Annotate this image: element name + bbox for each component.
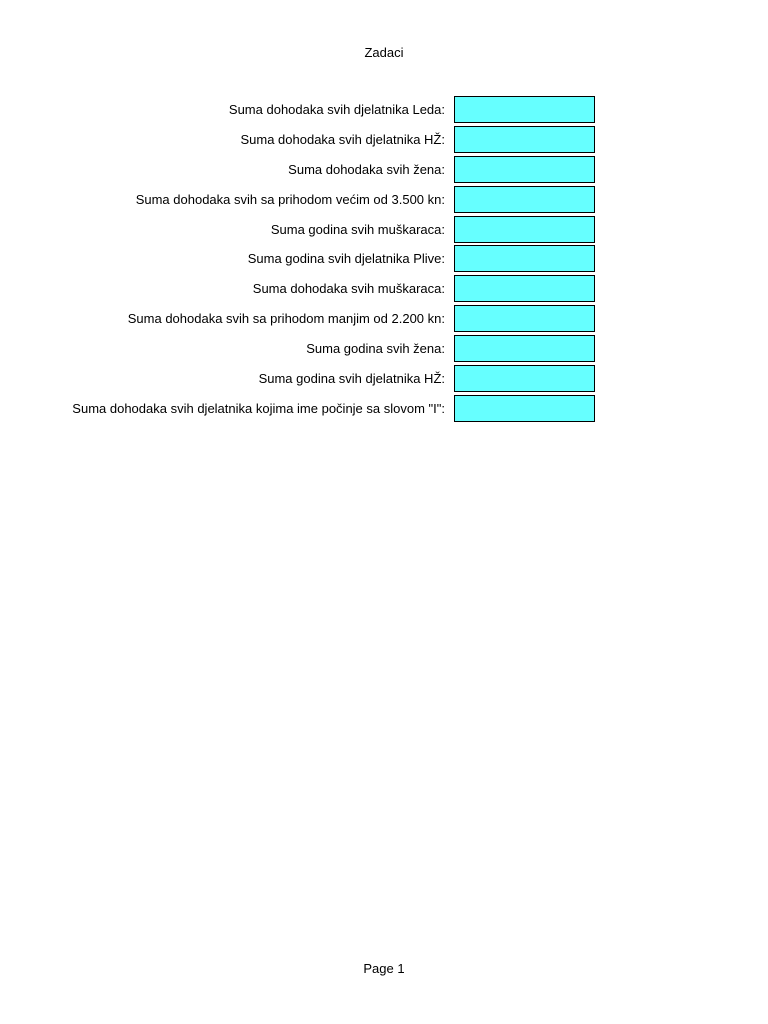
answer-cell[interactable] bbox=[454, 275, 595, 302]
answer-cell[interactable] bbox=[454, 245, 595, 272]
task-label: Suma dohodaka svih djelatnika Leda: bbox=[228, 102, 445, 117]
task-label: Suma godina svih djelatnika HŽ: bbox=[258, 371, 445, 387]
task-label: Suma dohodaka svih sa prihodom većim od 3.500 kn: bbox=[135, 191, 445, 207]
task-row bbox=[0, 216, 768, 246]
answer-cell[interactable] bbox=[454, 395, 595, 422]
task-row bbox=[0, 395, 768, 425]
answer-cell[interactable] bbox=[454, 365, 595, 392]
answer-cell[interactable] bbox=[454, 156, 595, 183]
task-row bbox=[0, 365, 768, 395]
task-list bbox=[0, 96, 768, 425]
task-row bbox=[0, 305, 768, 335]
task-row bbox=[0, 335, 768, 365]
task-label: Suma dohodaka svih djelatnika HŽ: bbox=[240, 131, 445, 147]
task-label: Suma dohodaka svih djelatnika kojima ime počinje sa slovom "I": bbox=[72, 400, 445, 416]
task-label: Suma godina svih djelatnika Plive: bbox=[247, 251, 445, 267]
task-row bbox=[0, 156, 768, 186]
task-row bbox=[0, 245, 768, 275]
task-label: Suma dohodaka svih žena: bbox=[288, 161, 445, 177]
task-row bbox=[0, 96, 768, 126]
page-title: Zadaci bbox=[364, 45, 404, 60]
answer-cell[interactable] bbox=[454, 186, 595, 213]
task-label: Suma godina svih muškaraca: bbox=[270, 221, 445, 237]
task-row bbox=[0, 186, 768, 216]
answer-cell[interactable] bbox=[454, 216, 595, 243]
task-label: Suma dohodaka svih muškaraca: bbox=[252, 281, 445, 297]
answer-cell[interactable] bbox=[454, 335, 595, 362]
answer-cell[interactable] bbox=[454, 96, 595, 123]
task-row bbox=[0, 126, 768, 156]
page-number: Page 1 bbox=[363, 961, 405, 976]
task-row bbox=[0, 275, 768, 305]
answer-cell[interactable] bbox=[454, 126, 595, 153]
task-label: Suma dohodaka svih sa prihodom manjim od 2.200 kn: bbox=[127, 311, 445, 327]
answer-cell[interactable] bbox=[454, 305, 595, 332]
task-label: Suma godina svih žena: bbox=[306, 341, 445, 357]
